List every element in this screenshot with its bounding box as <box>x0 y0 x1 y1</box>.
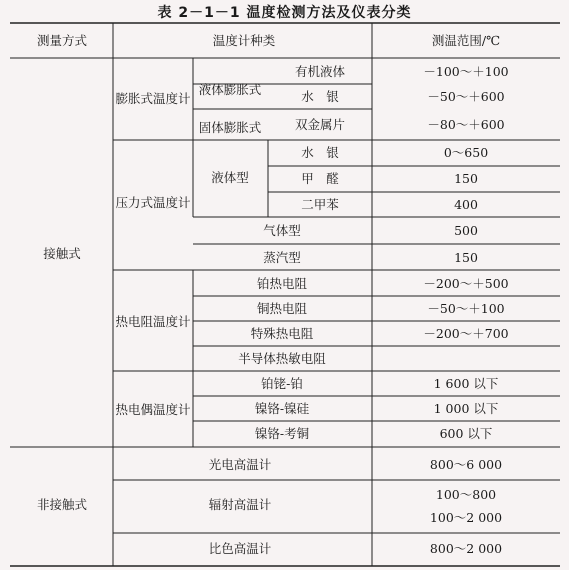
row-name: 半导体热敏电阻 <box>238 351 326 366</box>
row-range: 150 <box>454 250 478 265</box>
header-method: 测量方式 <box>36 33 88 48</box>
row-range: 800～2 000 <box>429 541 503 556</box>
row-name: 镍铬-考铜 <box>254 426 310 441</box>
row-name: 水 银 <box>301 145 339 160</box>
expansion-label: 膨胀式温度计 <box>115 91 191 106</box>
row-name: 铜热电阻 <box>256 301 308 316</box>
row-range: －80～＋600 <box>427 117 505 132</box>
row-range: 100～800 <box>435 487 497 502</box>
liquid-exp-label: 液体膨胀式 <box>198 82 262 97</box>
row-name: 甲 醛 <box>301 171 339 186</box>
thermocouple-label: 热电偶温度计 <box>115 402 191 417</box>
row-range: 400 <box>454 197 478 212</box>
row-range: 500 <box>454 223 478 238</box>
liquid-type-label: 液体型 <box>211 170 249 185</box>
row-name: 气体型 <box>263 223 301 238</box>
row-name: 光电高温计 <box>208 457 272 472</box>
row-name: 双金属片 <box>294 117 346 132</box>
row-range: －100～＋100 <box>423 64 509 79</box>
contact-label: 接触式 <box>43 246 81 261</box>
row-range: 600 以下 <box>439 426 493 441</box>
row-range: －50～＋600 <box>427 89 505 104</box>
pressure-label: 压力式温度计 <box>115 195 191 210</box>
header-type: 温度计种类 <box>212 33 276 48</box>
solid-exp-label: 固体膨胀式 <box>198 120 262 135</box>
row-range: －50～＋100 <box>427 301 505 316</box>
row-range: 1 600 以下 <box>433 376 499 391</box>
row-name: 特殊热电阻 <box>250 326 314 341</box>
row-name: 铂热电阻 <box>256 276 308 291</box>
row-range: 800～6 000 <box>429 457 503 472</box>
row-name: 有机液体 <box>294 64 346 79</box>
row-name: 辐射高温计 <box>208 497 272 512</box>
header-range: 测温范围/℃ <box>431 33 501 48</box>
row-range: －200～＋700 <box>423 326 509 341</box>
row-range: 150 <box>454 171 478 186</box>
row-range: －200～＋500 <box>423 276 509 291</box>
row-name: 二甲苯 <box>301 197 339 212</box>
row-range: 0～650 <box>443 145 489 160</box>
row-name: 水 银 <box>301 89 339 104</box>
resistance-label: 热电阻温度计 <box>115 314 191 329</box>
row-name: 蒸汽型 <box>263 250 301 265</box>
table-caption: 表 2－1－1 温度检测方法及仪表分类 <box>157 5 412 21</box>
row-range: 1 000 以下 <box>433 401 499 416</box>
noncontact-label: 非接触式 <box>36 497 88 512</box>
row-name: 镍铬-镍硅 <box>254 401 310 416</box>
row-name: 比色高温计 <box>208 541 272 556</box>
row-range: 100～2 000 <box>429 510 503 525</box>
row-name: 铂铑-铂 <box>261 376 303 391</box>
